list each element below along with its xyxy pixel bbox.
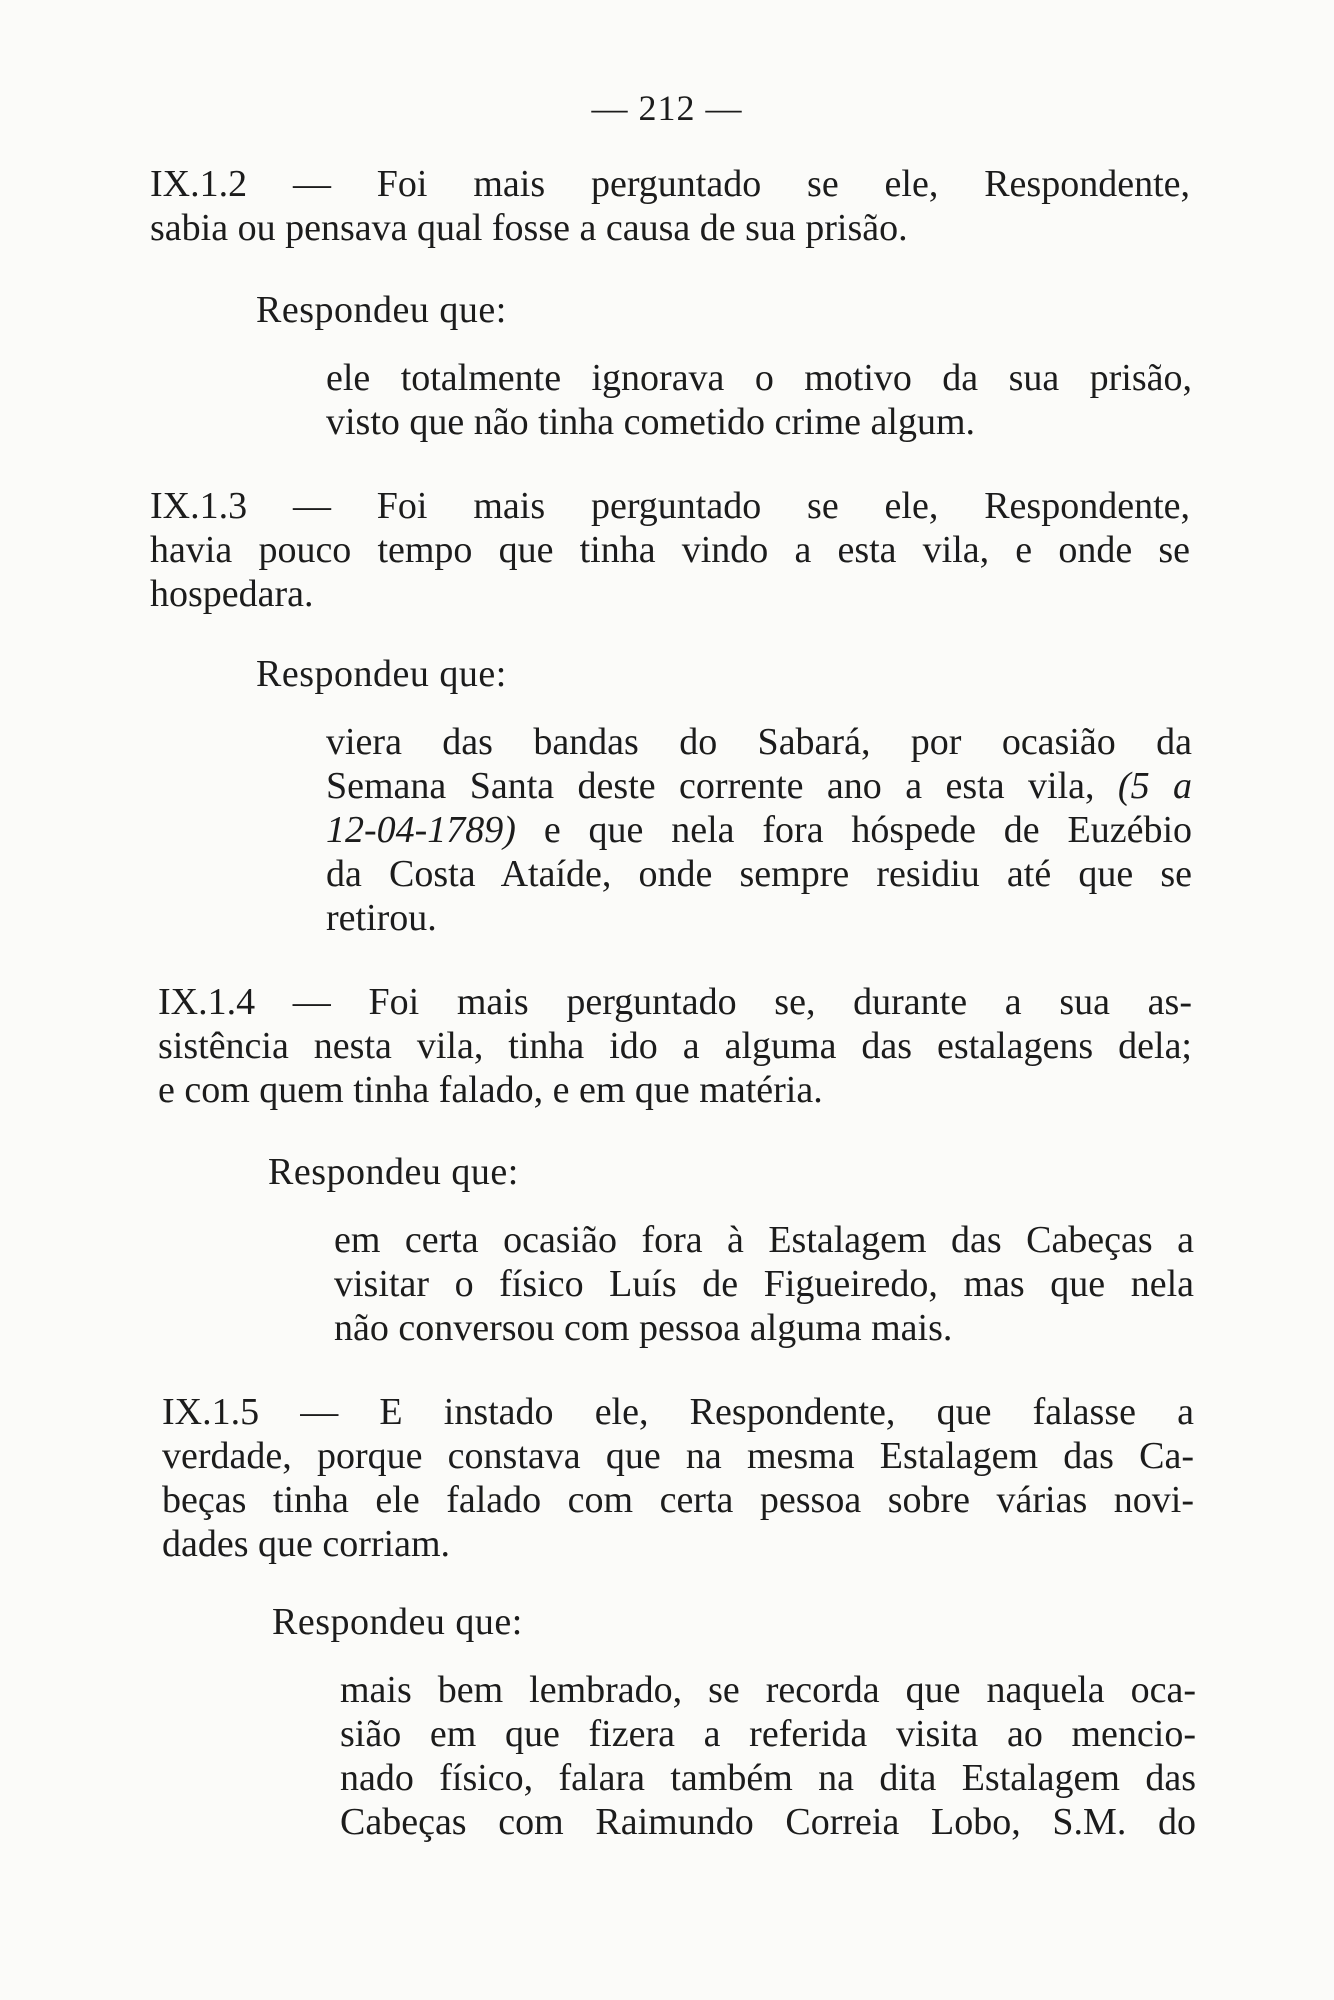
question-ix-1-2	[150, 162, 1190, 250]
answer-line: ele totalmente ignorava o motivo da sua prisão,	[326, 357, 1192, 399]
answer-ix-1-3	[326, 720, 1192, 940]
respondeu-label: Respondeu que:	[268, 1151, 519, 1193]
question-line: beças tinha ele falado com certa pessoa sobre várias novi-	[162, 1479, 1194, 1521]
question-line: IX.1.2 — Foi mais perguntado se ele, Respondente,	[150, 163, 1190, 205]
answer-ix-1-2	[326, 356, 1192, 444]
question-line: dades que corriam.	[162, 1523, 451, 1565]
answer-line: da Costa Ataíde, onde sempre residiu até que se	[326, 853, 1192, 895]
date-italic: 12-04-1789)	[326, 809, 516, 851]
date-italic: (5 a	[1117, 765, 1192, 807]
answer-line: Cabeças com Raimundo Correia Lobo, S.M. do	[340, 1801, 1196, 1843]
question-line: havia pouco tempo que tinha vindo a esta vila, e onde se	[150, 529, 1190, 571]
answer-line: Semana Santa deste corrente ano a esta vila, (5 a	[326, 765, 1192, 807]
question-line: e com quem tinha falado, e em que matéria.	[158, 1069, 823, 1111]
question-line: sistência nesta vila, tinha ido a alguma das estalagens dela;	[158, 1025, 1192, 1067]
answer-line: 12-04-1789) e que nela fora hóspede de Euzébio	[326, 809, 1193, 851]
question-ix-1-3	[150, 484, 1190, 616]
answer-line: viera das bandas do Sabará, por ocasião da	[326, 721, 1192, 763]
answer-ix-1-4	[334, 1218, 1194, 1350]
question-line: IX.1.3 — Foi mais perguntado se ele, Respondente,	[150, 485, 1190, 527]
question-ix-1-4	[158, 980, 1192, 1112]
answer-line: em certa ocasião fora à Estalagem das Cabeças a	[334, 1219, 1194, 1261]
answer-line: retirou.	[326, 897, 437, 939]
answer-line: mais bem lembrado, se recorda que naquela oca-	[340, 1669, 1196, 1711]
respondeu-label: Respondeu que:	[256, 653, 507, 695]
answer-line: visitar o físico Luís de Figueiredo, mas que nela	[334, 1263, 1194, 1305]
question-line: IX.1.4 — Foi mais perguntado se, durante a sua as-	[158, 981, 1192, 1023]
question-line: hospedara.	[150, 573, 314, 615]
respondeu-label: Respondeu que:	[272, 1601, 523, 1643]
answer-line: nado físico, falara também na dita Estalagem das	[340, 1757, 1196, 1799]
question-ix-1-5	[162, 1390, 1194, 1566]
question-line: sabia ou pensava qual fosse a causa de sua prisão.	[150, 207, 908, 249]
page-number: — 212 —	[591, 88, 743, 128]
answer-line: não conversou com pessoa alguma mais.	[334, 1307, 953, 1349]
respondeu-label: Respondeu que:	[256, 289, 507, 331]
answer-line: visto que não tinha cometido crime algum.	[326, 401, 976, 443]
answer-line: sião em que fizera a referida visita ao mencio-	[340, 1713, 1196, 1755]
answer-ix-1-5	[340, 1668, 1196, 1844]
question-line: verdade, porque constava que na mesma Estalagem das Ca-	[162, 1435, 1194, 1477]
question-line: IX.1.5 — E instado ele, Respondente, que falasse a	[162, 1391, 1194, 1433]
